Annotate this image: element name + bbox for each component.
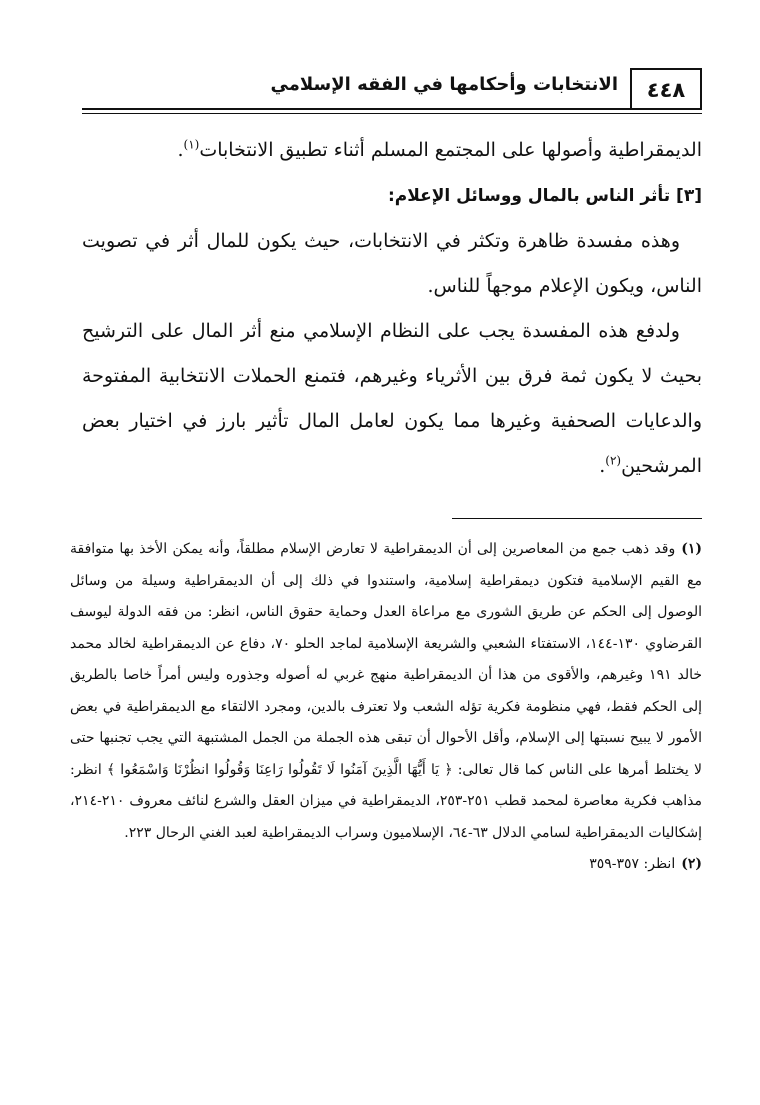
- section-heading-text: [٣] تأثر الناس بالمال ووسائل الإعلام:: [388, 186, 702, 206]
- footnote-1: [70, 534, 702, 849]
- page-header: [82, 68, 702, 112]
- header-rule-thin: [82, 113, 702, 114]
- footnote-separator: [452, 518, 702, 519]
- footnote-ref-1: (١): [183, 137, 200, 152]
- paragraph-1: [82, 128, 702, 173]
- header-rule: [82, 108, 702, 110]
- paragraph-3-text: ولدفع هذه المفسدة يجب على النظام الإسلامي منع أثر المال على الترشيح بحيث لا يكون ثمة فرق بين الأثرياء وغيرهم، فتمنع الحملات الانتخابية المفتوحة والدعايات الصحفية وغيرها مما يكون لعامل المال تأثير بارز في اختيار بعض المرشحين: [82, 320, 702, 477]
- paragraph-2: وهذه مفسدة ظاهرة وتكثر في الانتخابات، حيث يكون للمال أثر في تصويت الناس، ويكون الإعلام موجهاً للناس.: [82, 230, 702, 297]
- paragraph-1-end: .: [177, 139, 184, 161]
- footnote-ref-2: (٢): [605, 453, 622, 468]
- footnote-2-marker: (٢): [681, 856, 702, 872]
- footnotes: [70, 534, 702, 881]
- page-number: ٤٤٨: [630, 68, 702, 110]
- paragraph-3: [82, 309, 702, 489]
- footnote-2-text: انظر: ٣٥٧-٣٥٩: [589, 856, 676, 872]
- section-heading: [82, 173, 702, 219]
- footnote-2: [70, 849, 702, 881]
- paragraph-3-end: .: [599, 455, 606, 477]
- main-text: [82, 128, 702, 489]
- footnote-1-marker: (١): [681, 541, 702, 557]
- footnote-1-text: وقد ذهب جمع من المعاصرين إلى أن الديمقراطية لا تعارض الإسلام مطلقاً، وأنه يمكن الأخذ بها متوافقة مع القيم الإسلامية فتكون ديمقراطية إسلامية، واستندوا في ذلك إلى أن الديمقراطية وسيلة من وسائل الوصول إلى الحكم عن طريق الشورى مع مراعاة العدل وحماية حقوق الناس، انظر: من فقه الدولة ليوسف القرضاوي ١٣٠-١٤٤، الاستفتاء الشعبي والشريعة الإسلامية لماجد الحلو ٧٠، دفاع عن الديمقراطية لخالد محمد خالد ١٩١ وغيرهم، والأقوى من هذا أن الديمقراطية منهج غربي له أصوله وجذوره وليس أمراً خاصا بالطريق إلى الحكم فقط، فهي منظومة فكرية تؤله الشعب ولا تعترف بالدين، ومجرد الالتقاء مع الديمقراطية في بعض الأمور لا يبيح نسبتها إلى الإسلام، وأقل الأحوال أن تبقى هذه الجملة من الجمل المشتبهة التي يجب تجنبها حتى لا يختلط أمرها على الناس كما قال تعالى: ﴿ يَا أَيُّهَا الَّذِينَ آمَنُوا لَا تَقُولُوا رَاعِنَا وَقُولُوا انظُرْنَا وَاسْمَعُوا ﴾ انظر: مذاهب فكرية معاصرة لمحمد قطب ٢٥١-٢٥٣، الديمقراطية في ميزان العقل والشرع لنائف معروف ٢١٠-٢١٤، إشكاليات الديمقراطية لسامي الدلال ٦٣-٦٤، الإسلاميون وسراب الديمقراطية لعبد الغني الرحال ٢٢٣.: [70, 541, 703, 841]
- running-title: الانتخابات وأحكامها في الفقه الإسلامي: [270, 74, 618, 95]
- paragraph-1-text: الديمقراطية وأصولها على المجتمع المسلم أثناء تطبيق الانتخابات: [199, 139, 702, 161]
